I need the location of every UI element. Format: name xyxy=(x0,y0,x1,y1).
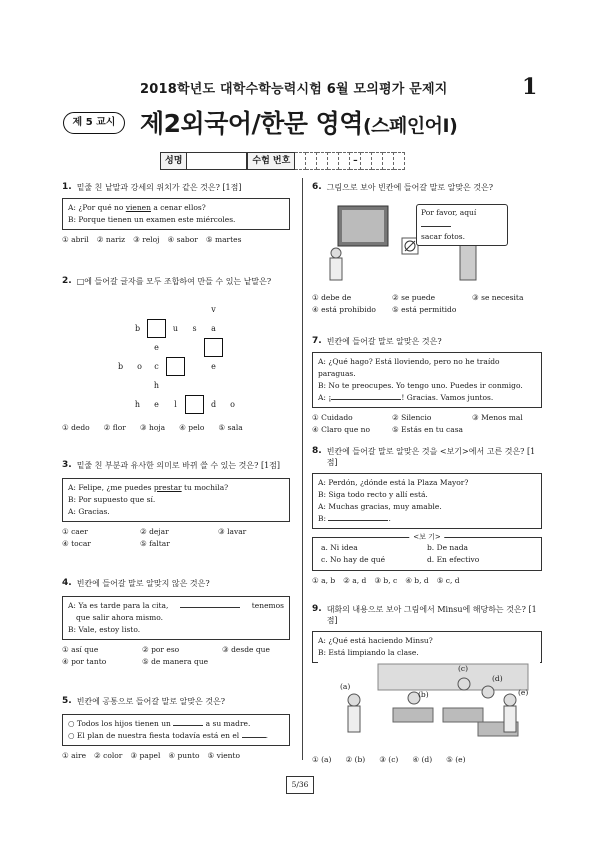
dialogue-text: A: Felipe, ¿me puedes xyxy=(68,483,154,492)
option[interactable]: ③ (c) xyxy=(379,755,399,764)
choice-item: b. De nada xyxy=(427,543,468,552)
exam-number-label: 수험 번호 xyxy=(247,152,295,170)
option[interactable]: ② Silencio xyxy=(392,413,432,422)
option[interactable]: ② se puede xyxy=(392,293,436,302)
option[interactable]: ③ Menos mal xyxy=(472,413,523,422)
question-prompt: 빈칸에 들어갈 말로 알맞은 것을 <보기>에서 고른 것은? [1점] xyxy=(326,447,536,467)
answer-blank xyxy=(328,513,391,523)
sentence-text: a su madre. xyxy=(205,719,251,728)
blank-cell xyxy=(147,319,166,338)
exam-number-field[interactable]: – xyxy=(295,152,405,170)
question-7 xyxy=(312,336,542,436)
question-prompt: 대화의 내용으로 보아 그림에서 Minsu에 해당하는 것은? [1점] xyxy=(326,605,537,625)
option[interactable]: ⑤ faltar xyxy=(140,539,170,548)
figure-label: (b) xyxy=(418,690,429,699)
dialogue-line: A: ¿Qué está haciendo Minsu? xyxy=(318,636,433,645)
option[interactable]: ⑤ Estás en tu casa xyxy=(392,425,464,434)
classroom-scene-icon xyxy=(318,660,540,748)
underlined-word: vienen xyxy=(125,203,151,212)
dialogue-text: B: xyxy=(318,514,327,523)
answer-options xyxy=(62,750,290,762)
option[interactable]: ① abril xyxy=(62,235,89,244)
dialogue-box xyxy=(62,596,290,640)
subject-title xyxy=(140,104,457,140)
option[interactable]: ⑤ de manera que xyxy=(142,657,209,666)
answer-options xyxy=(312,292,542,316)
option[interactable]: ① debe de xyxy=(312,293,352,302)
dialogue-box xyxy=(312,631,542,663)
question-2-options xyxy=(62,418,290,434)
sentence-text: ○ El plan de nuestra fiesta todavía está en el xyxy=(68,731,240,740)
dialogue-text: tu mochila? xyxy=(181,483,229,492)
dialogue-line: A: Gracias. xyxy=(68,507,110,516)
question-number: 7. xyxy=(312,336,322,346)
name-field[interactable] xyxy=(187,152,247,170)
option[interactable]: ② flor xyxy=(103,423,126,432)
answer-blank xyxy=(242,730,266,738)
question-number: 4. xyxy=(62,578,72,588)
sentence-text: . xyxy=(265,731,268,740)
dialogue-line: B: Vale, estoy listo. xyxy=(68,625,141,634)
underlined-word: prestar xyxy=(153,483,182,492)
question-4 xyxy=(62,578,290,668)
option[interactable]: ② nariz xyxy=(96,235,126,244)
answer-options xyxy=(62,234,290,246)
dialogue-line: B: Siga todo recto y allí está. xyxy=(318,490,428,499)
answer-blank xyxy=(173,718,203,726)
blank-cell xyxy=(185,395,204,414)
bubble-text: Por favor, aquí xyxy=(421,208,477,217)
question-prompt: 빈칸에 들어갈 말로 알맞지 않은 것은? xyxy=(76,579,210,588)
choices-box-title: <보 기> xyxy=(409,532,444,542)
option[interactable]: ① a, b xyxy=(312,576,336,585)
question-number: 1. xyxy=(62,182,72,192)
option[interactable]: ⑤ c, d xyxy=(436,576,460,585)
option[interactable]: ③ lavar xyxy=(218,527,247,536)
question-number: 5. xyxy=(62,696,72,706)
question-prompt: 빈칸에 공통으로 들어갈 말로 알맞은 것은? xyxy=(76,697,226,706)
answer-blank xyxy=(180,600,240,608)
option[interactable]: ③ desde que xyxy=(222,645,270,654)
option[interactable]: ④ por tanto xyxy=(62,657,107,666)
session-badge: 제 5 교시 xyxy=(63,112,125,134)
question-9 xyxy=(312,604,542,663)
option[interactable]: ② color xyxy=(94,751,123,760)
question-2 xyxy=(62,276,290,287)
question-prompt: 밑줄 친 부분과 유사한 의미로 바뀌 쓸 수 있는 것은? [1점] xyxy=(76,461,281,470)
dialogue-line: que salir ahora mismo. xyxy=(76,613,164,622)
figure-label: (c) xyxy=(458,664,469,673)
option[interactable]: ③ hoja xyxy=(139,423,166,432)
question-6-options xyxy=(312,288,542,316)
question-8 xyxy=(312,446,542,587)
name-label: 성명 xyxy=(160,152,187,170)
page-footer: 5/36 xyxy=(286,776,314,794)
answer-options xyxy=(312,575,542,587)
dialogue-line: A: Perdón, ¿dónde está la Plaza Mayor? xyxy=(318,478,469,487)
question-number: 9. xyxy=(312,604,322,614)
choice-item: d. En efectivo xyxy=(427,555,480,564)
dialogue-box xyxy=(312,473,542,529)
option[interactable]: ③ b, c xyxy=(374,576,398,585)
footer-page-total: 36 xyxy=(298,780,309,789)
option[interactable]: ⑤ está permitido xyxy=(392,305,457,314)
dialogue-line: A: Muchas gracias, muy amable. xyxy=(318,502,442,511)
speech-bubble xyxy=(416,204,508,246)
figure-label: (d) xyxy=(492,674,503,683)
student-id-row xyxy=(160,152,405,170)
option[interactable]: ④ Claro que no xyxy=(312,425,371,434)
option[interactable]: ② a, d xyxy=(343,576,367,585)
option[interactable]: ② por eso xyxy=(142,645,180,654)
option[interactable]: ④ punto xyxy=(168,751,200,760)
answer-options xyxy=(312,754,542,766)
option[interactable]: ① así que xyxy=(62,645,99,654)
dialogue-line: B: Porque tienen un examen este miércoles. xyxy=(68,215,236,224)
dialogue-text: A: Ya es tarde para la cita, xyxy=(68,601,169,610)
dialogue-text: . xyxy=(388,514,391,523)
exam-title: 2018학년도 대학수학능력시험 6월 모의평가 문제지 xyxy=(140,82,448,97)
option[interactable]: ③ papel xyxy=(130,751,161,760)
option[interactable]: ⑤ viento xyxy=(207,751,241,760)
dialogue-box xyxy=(312,352,542,408)
option[interactable]: ① dedo xyxy=(62,423,90,432)
option[interactable]: ⑤ (e) xyxy=(446,755,466,764)
choice-item: a. Ni idea xyxy=(321,543,358,552)
question-prompt: 빈칸에 들어갈 말로 알맞은 것은? xyxy=(326,337,442,346)
option[interactable]: ③ se necesita xyxy=(472,293,524,302)
option[interactable]: ④ sabor xyxy=(167,235,198,244)
question-number: 2. xyxy=(62,276,72,286)
blank-cell xyxy=(204,338,223,357)
sentence-text: ○ Todos los hijos tienen un xyxy=(68,719,171,728)
question-6 xyxy=(312,182,542,193)
subject-sub: (스페인어Ⅰ) xyxy=(362,115,458,137)
answer-options xyxy=(62,526,262,550)
answer-options xyxy=(62,644,282,668)
option[interactable]: ④ tocar xyxy=(62,539,91,548)
option[interactable]: ④ b, d xyxy=(405,576,429,585)
figure-label: (e) xyxy=(518,688,529,697)
dialogue-text: a cenar ellos? xyxy=(150,203,206,212)
option[interactable]: ① aire xyxy=(62,751,87,760)
dialogue-text: A: ¡ xyxy=(318,393,332,402)
dialogue-line: A: ¿Qué hago? Está lloviendo, pero no he traído paraguas. xyxy=(318,357,500,378)
dialogue-text: tenemos xyxy=(251,601,284,610)
question-number: 8. xyxy=(312,446,322,456)
question-1 xyxy=(62,182,290,246)
question-number: 6. xyxy=(312,182,322,192)
dialogue-line: B: Por supuesto que sí. xyxy=(68,495,156,504)
option[interactable]: ④ pelo xyxy=(179,423,205,432)
page-number: 1 xyxy=(522,74,538,100)
question-5 xyxy=(62,696,290,762)
question-3 xyxy=(62,460,290,550)
option[interactable]: ② (b) xyxy=(345,755,366,764)
option[interactable]: ① caer xyxy=(62,527,88,536)
blank-cell xyxy=(166,357,185,376)
bubble-text: sacar fotos. xyxy=(421,232,466,241)
choices-box xyxy=(312,533,542,571)
option[interactable]: ⑤ sala xyxy=(218,423,243,432)
option[interactable]: ④ (d) xyxy=(412,755,433,764)
answer-options xyxy=(62,422,290,434)
figure-label: (a) xyxy=(340,682,351,691)
question-number: 3. xyxy=(62,460,72,470)
option[interactable]: ① (a) xyxy=(312,755,332,764)
dialogue-line: B: No te preocupes. Yo tengo uno. Puedes ir conmigo. xyxy=(318,381,523,390)
question-prompt: □에 들어갈 글자를 모두 조합하여 만들 수 있는 낱말은? xyxy=(76,277,272,286)
sentence-box xyxy=(62,714,290,746)
choice-item: c. No hay de qué xyxy=(321,555,386,564)
question-prompt: 밑줄 친 낱말과 강세의 위치가 같은 것은? [1점] xyxy=(76,183,242,192)
dialogue-box xyxy=(62,478,290,522)
classroom-illustration xyxy=(318,660,540,748)
dialogue-text: A: ¿Por qué no xyxy=(68,203,126,212)
option[interactable]: ③ reloj xyxy=(133,235,160,244)
subject-main: 제2외국어/한문 영역 xyxy=(140,109,363,138)
question-prompt: 그림으로 보아 빈칸에 들어갈 말로 알맞은 것은? xyxy=(326,183,494,192)
dialogue-box xyxy=(62,198,290,230)
answer-blank xyxy=(331,392,401,400)
option[interactable]: ⑤ martes xyxy=(205,235,242,244)
option[interactable]: ② dejar xyxy=(140,527,169,536)
dialogue-text: ! Gracias. Vamos juntos. xyxy=(401,393,494,402)
dialogue-line: B: Está limpiando la clase. xyxy=(318,648,419,657)
answer-blank xyxy=(421,219,451,227)
museum-illustration xyxy=(318,198,514,284)
question-9-options xyxy=(312,750,542,766)
option[interactable]: ① Cuidado xyxy=(312,413,353,422)
column-divider xyxy=(302,178,303,760)
option[interactable]: ④ está prohibido xyxy=(312,305,376,314)
footer-page-number: 5 xyxy=(291,780,297,789)
answer-options xyxy=(312,412,542,436)
